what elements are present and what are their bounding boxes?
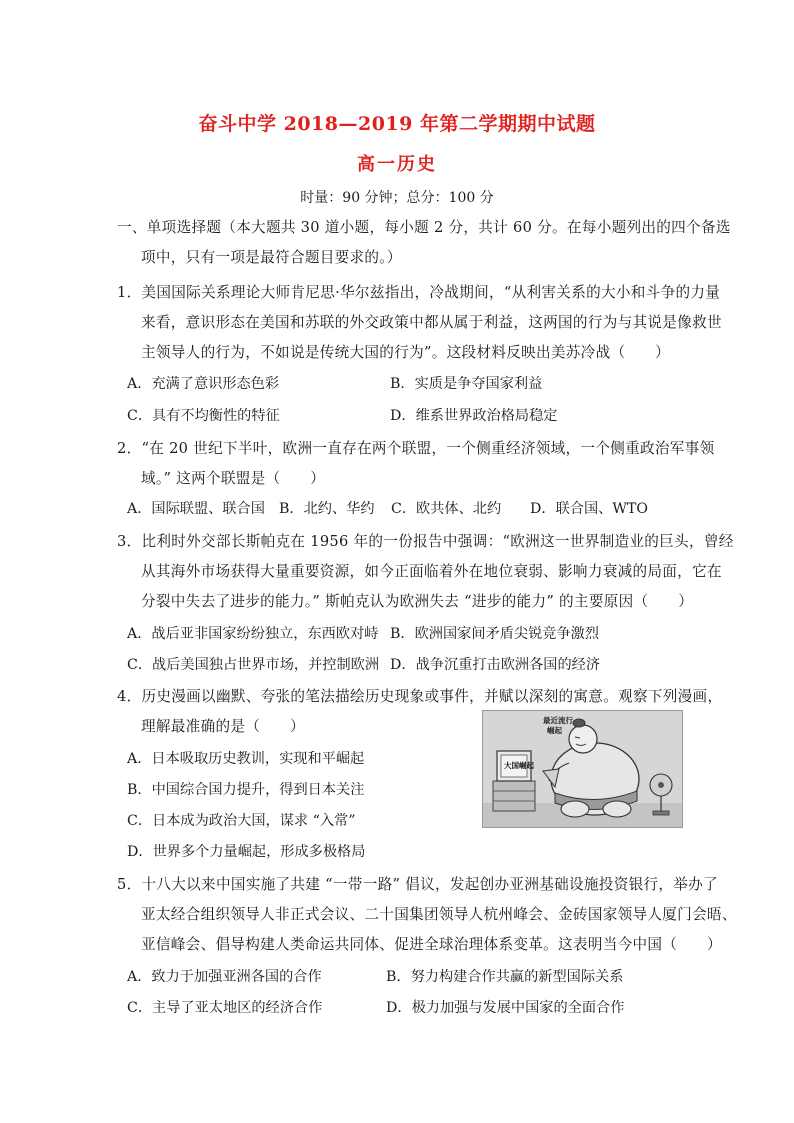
question-5-option-d[interactable]: D．极力加强与发展中国家的全面合作 <box>386 1000 625 1016</box>
question-1-line: 1．美国国际关系理论大师肯尼思·华尔兹指出，冷战期间，“从利害关系的大小和斗争的力量 <box>117 284 721 301</box>
question-3-option-c[interactable]: C．战后美国独占世界市场，并控制欧洲 <box>127 657 380 673</box>
question-2-option-a[interactable]: A．国际联盟、联合国 <box>127 501 265 517</box>
question-3-line: 从其海外市场获得大量重要资源，如今正面临着外在地位衰弱、影响力衰减的局面，它在 <box>141 563 722 580</box>
question-4-option-c[interactable]: C．日本成为政治大国，谋求 “入常” <box>127 813 356 829</box>
cartoon-caption-line1: 最近流行 <box>543 716 573 725</box>
question-1-option-b[interactable]: B．实质是争夺国家利益 <box>390 376 543 392</box>
question-4-line: 4．历史漫画以幽默、夸张的笔法描绘历史现象或事件，并赋以深刻的寓意。观察下列漫画， <box>117 688 723 705</box>
question-3-line: 3．比利时外交部长斯帕克在 1956 年的一份报告中强调：“欧洲这一世界制造业的巨头，曾经 <box>117 533 734 550</box>
question-2-option-d[interactable]: D．联合国、WTO <box>530 501 648 517</box>
subject-title: 高一历史 <box>357 154 437 175</box>
question-4-line: 理解最准确的是（ ） <box>141 718 305 735</box>
question-1-option-a[interactable]: A．充满了意识形态色彩 <box>127 376 280 392</box>
question-4-option-a[interactable]: A．日本吸取历史教训，实现和平崛起 <box>127 751 365 767</box>
question-2-option-c[interactable]: C．欧共体、北约 <box>391 501 502 517</box>
question-3-line: 分裂中失去了进步的能力。” 斯帕克认为欧洲失去 “进步的能力” 的主要原因（ ） <box>141 593 694 610</box>
section-instruction-line2: 项中，只有一项是最符合题目要求的。） <box>141 249 402 266</box>
exam-title: 奋斗中学 2018—2019 年第二学期期中试题 <box>198 113 596 135</box>
question-5-option-c[interactable]: C．主导了亚太地区的经济合作 <box>127 1000 323 1016</box>
question-3-option-d[interactable]: D．战争沉重打击欧洲各国的经济 <box>390 657 601 673</box>
political-cartoon <box>482 710 683 828</box>
question-2-line: 域。” 这两个联盟是（ ） <box>141 470 326 487</box>
question-2-option-b[interactable]: B．北约、华约 <box>279 501 375 517</box>
question-1-option-c[interactable]: C．具有不均衡性的特征 <box>127 408 280 424</box>
question-5-option-b[interactable]: B．努力构建合作共赢的新型国际关系 <box>386 969 624 985</box>
question-5-option-a[interactable]: A．致力于加强亚洲各国的合作 <box>127 969 322 985</box>
question-3-option-b[interactable]: B．欧洲国家间矛盾尖锐竞争激烈 <box>390 626 600 642</box>
cartoon-tv-text: 大国崛起 <box>504 761 534 770</box>
time-and-score: 时量：90 分钟；总分：100 分 <box>300 190 494 206</box>
cartoon-illustration <box>483 711 682 827</box>
question-4-option-d[interactable]: D．世界多个力量崛起，形成多极格局 <box>127 844 366 860</box>
question-1-line: 主领导人的行为，不如说是传统大国的行为”。这段材料反映出美苏冷战（ ） <box>141 344 671 361</box>
question-1-option-d[interactable]: D．维系世界政治格局稳定 <box>390 408 558 424</box>
question-5-line: 5．十八大以来中国实施了共建 “一带一路” 倡议，发起创办亚洲基础设施投资银行，举办了 <box>117 876 718 893</box>
question-3-option-a[interactable]: A．战后亚非国家纷纷独立，东西欧对峙 <box>127 626 379 642</box>
question-5-line: 亚信峰会、倡导构建人类命运共同体、促进全球治理体系变革。这表明当今中国（ ） <box>141 936 722 953</box>
question-4-option-b[interactable]: B．中国综合国力提升，得到日本关注 <box>127 782 365 798</box>
question-1-line: 来看，意识形态在美国和苏联的外交政策中都从属于利益，这两国的行为与其说是像救世 <box>141 314 722 331</box>
question-5-line: 亚太经合组织领导人非正式会议、二十国集团领导人杭州峰会、金砖国家领导人厦门会晤、 <box>141 906 737 923</box>
cartoon-caption-line2: 崛起 <box>547 726 562 735</box>
question-2-line: 2．“在 20 世纪下半叶，欧洲一直存在两个联盟，一个侧重经济领域，一个侧重政治军事领 <box>117 440 715 457</box>
section-instruction-line1: 一、单项选择题（本大题共 30 道小题，每小题 2 分，共计 60 分。在每小题列出的四个备选 <box>117 219 731 236</box>
